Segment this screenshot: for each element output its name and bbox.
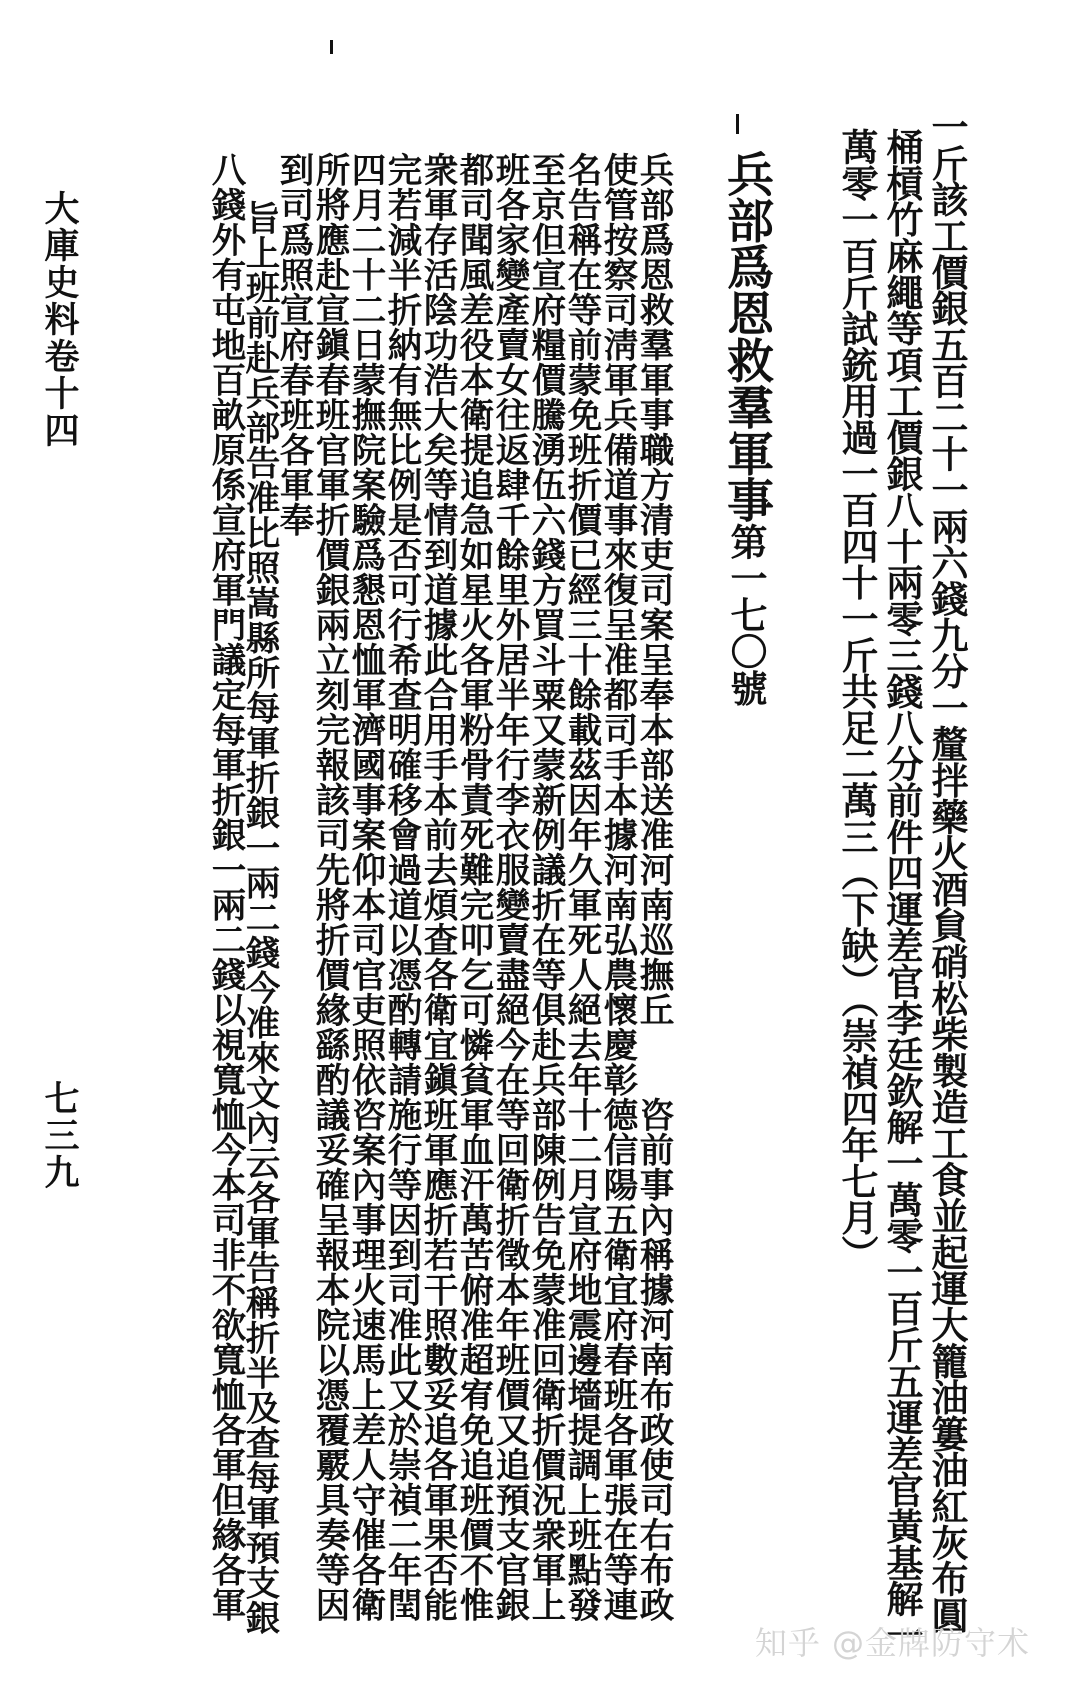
text-column: 到司爲照宣府春班各軍奉 bbox=[273, 152, 313, 537]
text-column: 完若減半折納有無比例是否可行希查明確移會過道以憑酌轉請施行等因到司准此又於崇禎二年閏 bbox=[381, 152, 421, 1622]
text-column: 所將應赴宣鎭春班官軍折價銀兩立刻完報該司先將折價緣繇酌議妥確呈報本院以憑覆覈具奏等因 bbox=[309, 152, 349, 1622]
text-column: 八錢外有屯地百畝原係宣府軍門議定每軍折銀一兩二錢以視寬恤今本司非不欲寬恤各軍但緣各軍 bbox=[205, 152, 245, 1622]
text-column: 兵部爲恩救羣軍事職方清吏司案呈奉本部送准河南巡撫丘 咨前事內稱據河南布政使司右布政 bbox=[633, 152, 673, 1622]
text-column: 至京但宣府糧價騰湧伍六錢方買斗粟又蒙新例議折在等俱赴兵部陳例告免蒙准回衛折價況衆軍上 bbox=[525, 152, 565, 1622]
text-column: 桶槓竹麻繩等項工價銀八十兩零三錢八分前件四運差官李廷欽解一萬零一百斤五運差官黃基解一 bbox=[880, 128, 924, 1653]
text-column: 旨上班前赴兵部告准比照嵩縣所每軍折銀一兩二錢今准來文內云各軍告稱折半及查每軍預支銀 bbox=[239, 200, 279, 1635]
text-column: 班各家變產賣女往返肆千餘里外居半年行李衣服變賣盡絕今在等回衛折徵本年班價又追預支官銀 bbox=[489, 152, 529, 1622]
document-number: 第一七〇號 bbox=[724, 522, 768, 706]
text-column: 都司聞風差役本衛提追急如星火各軍粉骨責死難完叩乞可憐貧軍血汗萬苦俯准超宥免追班價不惟 bbox=[453, 152, 493, 1622]
text-column: 萬零一百斤試銃用過一百四十一斤共足二萬三（下缺）（崇禎四年七月） bbox=[835, 128, 879, 1272]
scan-mark bbox=[330, 40, 333, 54]
document-title bbox=[719, 150, 774, 706]
text-column: 使管按察司淸軍兵備道事來復呈准都司手本據河南弘農懷慶彰德信陽五衛宜府春班各軍張在等連 bbox=[597, 152, 637, 1622]
scan-mark bbox=[736, 114, 739, 134]
page-number: 七三九 bbox=[39, 1080, 80, 1191]
watermark: 知乎 @金牌防守术 bbox=[754, 1624, 1030, 1662]
text-column: 衆軍存活陰功浩大矣等情到道據此合用手本前去煩查各衛宜鎭班軍應折若干照數妥追各軍果否能 bbox=[417, 152, 457, 1622]
text-column: 四月二十二日蒙撫院案驗爲懇恩恤軍濟國事案仰本司官吏照依咨案內事理火速馬上差人守催各衛 bbox=[345, 152, 385, 1622]
text-column: 名告稱在等前蒙免班折價已經三十餘載茲因年久軍死人絕去年十二月宣府地震邊墻提調上班點發 bbox=[561, 152, 601, 1622]
book-title: 大庫史料卷十四 bbox=[39, 190, 80, 449]
text-column: 一斤該工價銀五百二十一兩六錢九分一釐拌藥火酒貟硝松柴製造工食並起運大籠油簍油紅灰布圓 bbox=[925, 108, 969, 1633]
title-main: 兵部爲恩救羣軍事 bbox=[719, 150, 774, 523]
